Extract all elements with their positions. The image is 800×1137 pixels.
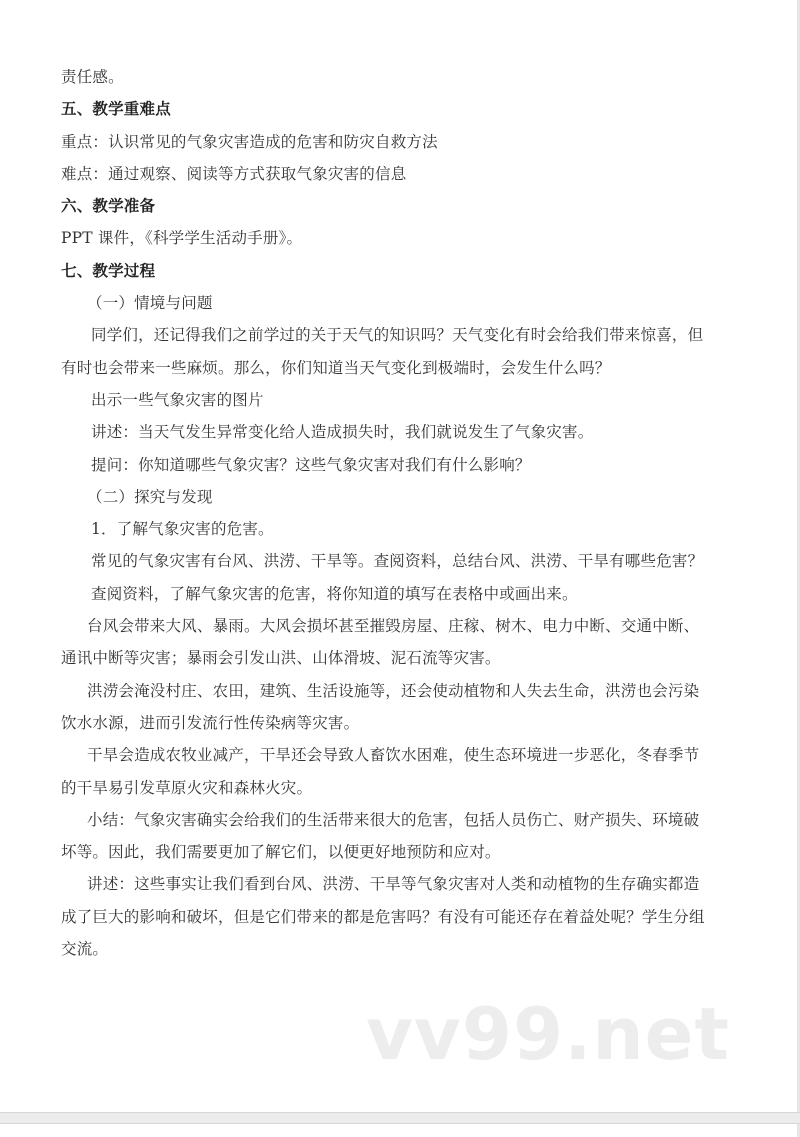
page-separator — [0, 1112, 800, 1124]
paragraph-line: 重点：认识常见的气象灾害造成的危害和防灾自救方法 — [61, 132, 438, 151]
paragraph-line: 的干旱易引发草原火灾和森林火灾。 — [61, 778, 313, 797]
paragraph-line: PPT 课件，《科学学生活动手册》。 — [61, 229, 303, 248]
paragraph-line: 有时也会带来一些麻烦。那么，你们知道当天气变化到极端时，会发生什么吗？ — [61, 358, 611, 377]
paragraph-line: 饮水水源，进而引发流行性传染病等灾害。 — [61, 713, 360, 732]
paragraph-line: 难点：通过观察、阅读等方式获取气象灾害的信息 — [61, 164, 407, 183]
paragraph-line: 提问：你知道哪些气象灾害？这些气象灾害对我们有什么影响？ — [91, 455, 531, 474]
paragraph-line: 洪涝会淹没村庄、农田，建筑、生活设施等，还会使动植物和人失去生命，洪涝也会污染 — [87, 681, 700, 700]
paragraph-line: 常见的气象灾害有台风、洪涝、干旱等。查阅资料，总结台风、洪涝、干旱有哪些危害？ — [91, 552, 704, 571]
paragraph-line: 查阅资料，了解气象灾害的危害，将你知道的填写在表格中或画出来。 — [91, 584, 578, 603]
section-heading: 五、教学重难点 — [61, 100, 171, 119]
paragraph-line: 小结：气象灾害确实会给我们的生活带来很大的危害，包括人员伤亡、财产损失、环境破 — [87, 810, 700, 829]
watermark: vv99.net — [366, 992, 730, 1076]
paragraph-line: 台风会带来大风、暴雨。大风会损坏甚至摧毁房屋、庄稼、树木、电力中断、交通中断、 — [87, 617, 700, 636]
paragraph-line: 干旱会造成农牧业减产，干旱还会导致人畜饮水困难，使生态环境进一步恶化，冬春季节 — [87, 746, 700, 765]
paragraph-line: （一）情境与问题 — [87, 294, 213, 313]
paragraph-line: 坏等。因此，我们需要更加了解它们，以便更好地预防和应对。 — [61, 843, 501, 862]
paragraph-line: 1．了解气象灾害的危害。 — [91, 520, 274, 539]
paragraph-line: （二）探究与发现 — [87, 487, 213, 506]
next-page-top — [0, 1124, 800, 1137]
paragraph-line: 交流。 — [61, 940, 109, 959]
paragraph-line: 责任感。 — [61, 68, 124, 86]
paragraph-line: 讲述：当天气发生异常变化给人造成损失时，我们就说发生了气象灾害。 — [91, 423, 594, 442]
paragraph-line: 通讯中断等灾害；暴雨会引发山洪、山体滑坡、泥石流等灾害。 — [61, 649, 501, 668]
paragraph-line: 成了巨大的影响和破坏，但是它们带来的都是危害吗？有没有可能还存在着益处呢？学生分组 — [61, 907, 705, 926]
section-heading: 六、教学准备 — [61, 197, 156, 216]
paragraph-line: 讲述：这些事实让我们看到台风、洪涝、干旱等气象灾害对人类和动植物的生存确实都造 — [87, 875, 700, 894]
document-body — [61, 61, 741, 965]
paragraph-line: 同学们，还记得我们之前学过的关于天气的知识吗？天气变化有时会给我们带来惊喜，但 — [91, 326, 704, 345]
paragraph-line: 出示一些气象灾害的图片 — [91, 390, 264, 409]
section-heading: 七、教学过程 — [61, 261, 156, 280]
